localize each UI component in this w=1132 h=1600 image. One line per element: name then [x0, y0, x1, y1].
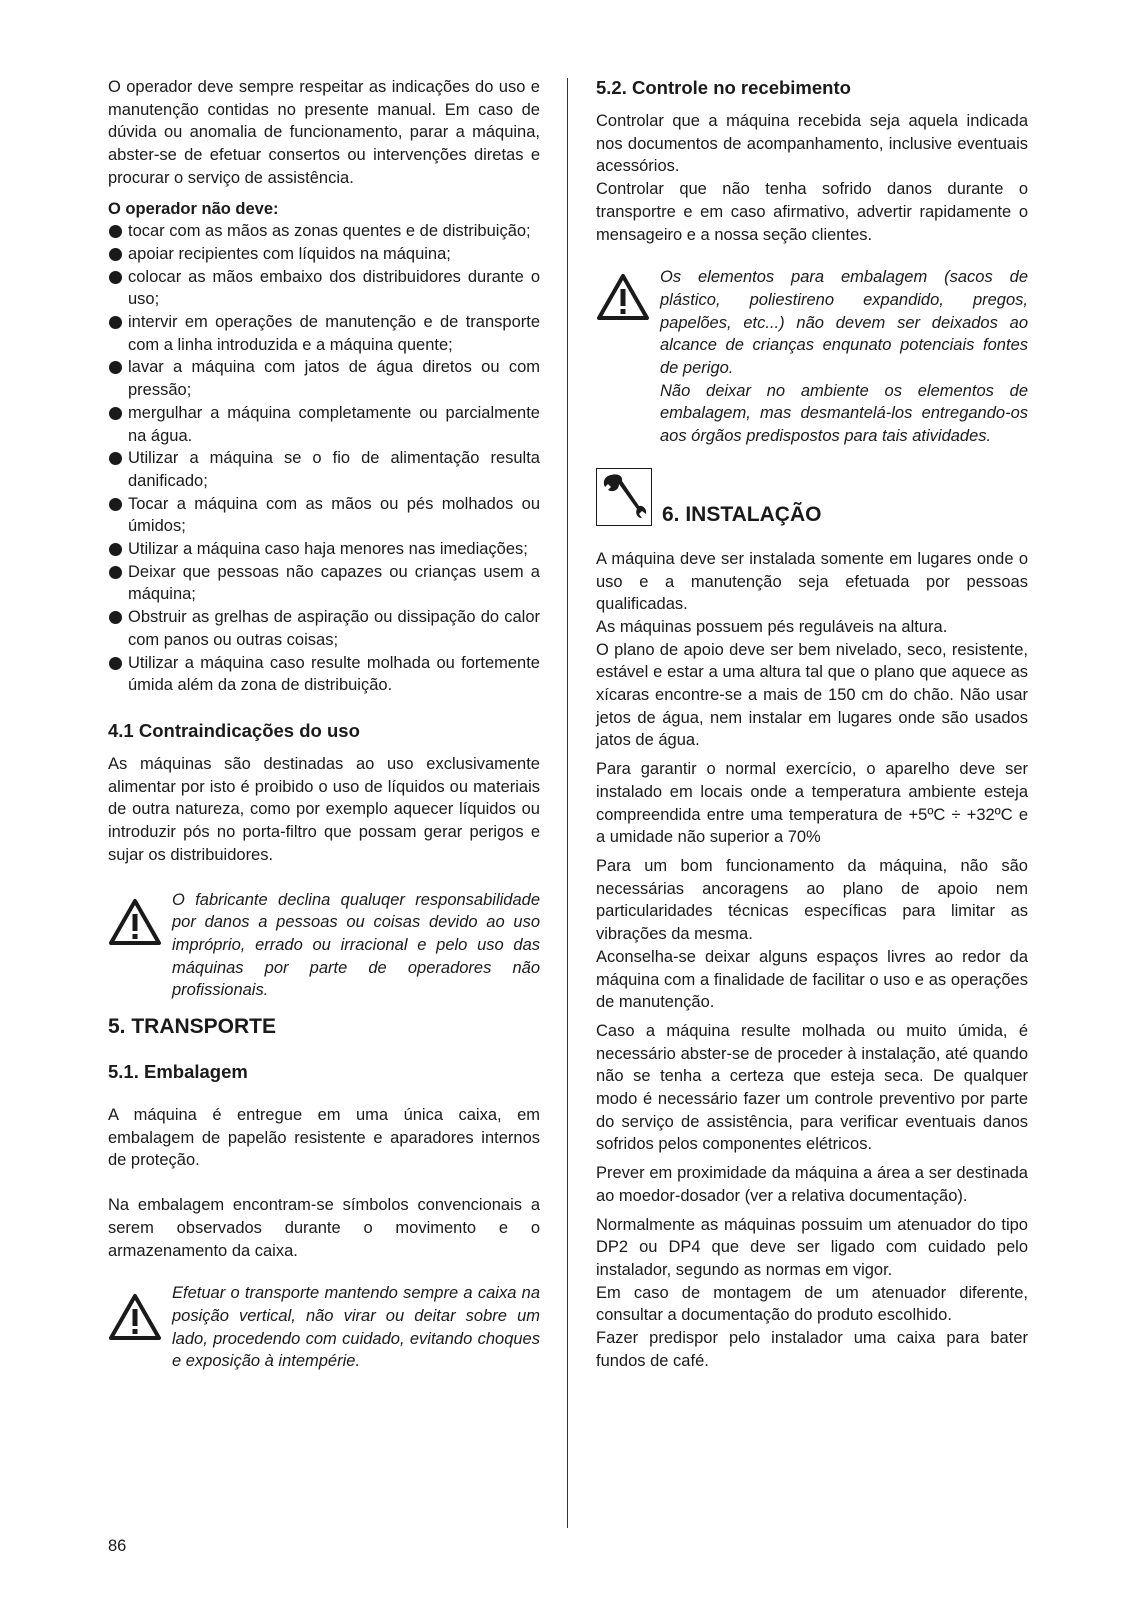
intro-paragraph: O operador deve sempre respeitar as indicações do uso e manutenção contidas no presente manual. Em caso de dúvida ou anomalia de funcionamento, parar a máquina, abster-se de efetuar consertos ou intervenções diretas e procurar o serviço de assistência. — [108, 78, 540, 187]
installation-paragraph: A máquina deve ser instalada somente em lugares onde o uso e a manutenção seja efetuada por pessoas qualificadas. — [596, 549, 1028, 614]
installation-paragraph: Prever em proximidade da máquina a área a ser destinada ao moedor-dosador (ver a relativa documentação). — [596, 1164, 1028, 1205]
bullet-icon — [109, 271, 122, 284]
transport-heading: 5. TRANSPORTE — [108, 1015, 277, 1039]
contraindications-heading: 4.1 Contraindicações do uso — [108, 719, 360, 741]
installation-paragraph: O plano de apoio deve ser bem nivelado, seco, resistente, estável e estar a uma altura tal que o plano que aquece as xícaras encontre-se a mais de 150 cm do chão. Não usar jetos de água, nem instalar em lugares onde são usados jatos de água. — [596, 640, 1028, 750]
list-item: lavar a máquina com jatos de água diretos ou com pressão; — [108, 356, 540, 401]
bullet-icon — [109, 498, 122, 511]
bullet-icon — [109, 407, 122, 420]
packaging-warning — [596, 266, 1028, 448]
warning-text: Não deixar no ambiente os elementos de embalagem, mas desmantelá-los entregando-os aos órgãos predispostos para tais atividades. — [660, 381, 1028, 446]
list-item: Utilizar a máquina caso resulte molhada ou fortemente úmida além da zona de distribuição. — [108, 652, 540, 697]
warning-triangle-icon — [108, 897, 162, 947]
packaging-symbols-paragraph: Na embalagem encontram-se símbolos convencionais a serem observados durante o movimento e o armazenamento da caixa. — [108, 1196, 540, 1260]
installation-paragraph: Normalmente as máquinas possuim um atenuador do tipo DP2 ou DP4 que deve ser ligado com cuidado pelo instalador, segundo as normas em vigor. — [596, 1215, 1028, 1279]
warning-text: O fabricante declina qualuqer responsabilidade por danos a pessoas ou coisas devido ao uso impróprio, errado ou irracional e pelo uso das máquinas por parte de operadores não profissionais. — [172, 890, 540, 1000]
page-number: 86 — [108, 1537, 127, 1555]
receipt-heading: 5.2. Controle no recebimento — [596, 77, 851, 98]
list-item: Utilizar a máquina caso haja menores nas imediações; — [108, 538, 540, 561]
list-item: Tocar a máquina com as mãos ou pés molhados ou úmidos; — [108, 493, 540, 538]
installation-paragraph: Caso a máquina resulte molhada ou muito úmida, é necessário abster-se de proceder à instalação, até quando não se tenha a certeza que esteja seca. De qualquer modo é necessário fazer um controle preventivo por parte do serviço de assistência, para verificar eventuais danos sofridos pelos componentes elétricos. — [596, 1021, 1028, 1154]
bullet-icon — [109, 543, 122, 556]
must-not-list — [108, 220, 540, 697]
list-item: Obstruir as grelhas de aspiração ou dissipação do calor com panos ou outras coisas; — [108, 606, 540, 651]
list-item: colocar as mãos embaixo dos distribuidores durante o uso; — [108, 266, 540, 311]
bullet-icon — [109, 225, 122, 238]
manufacturer-warning — [108, 889, 540, 1003]
installation-paragraph: Fazer predispor pelo instalador uma caixa para bater fundos de café. — [596, 1329, 1028, 1370]
list-item: tocar com as mãos as zonas quentes e de distribuição; — [108, 220, 540, 243]
list-item: Utilizar a máquina se o fio de alimentação resulta danificado; — [108, 447, 540, 492]
warning-text: Efetuar o transporte mantendo sempre a caixa na posição vertical, não virar ou deitar sobre um lado, procedendo com cuidado, evitando choques e exposição à intempérie. — [172, 1284, 540, 1371]
installation-paragraph: Para um bom funcionamento da máquina, não são necessárias ancoragens ao plano de apoio nem particularidades técnicas específicas para limitar as vibrações da mesma. — [596, 856, 1028, 944]
warning-triangle-icon — [108, 1292, 162, 1342]
receipt-damage-paragraph: Controlar que não tenha sofrido danos durante o transportre e em caso afirmativo, advertir rapidamente o mensageiro e a nossa seção clientes. — [596, 180, 1028, 244]
warning-triangle-icon — [596, 272, 650, 322]
bullet-icon — [109, 248, 122, 261]
bullet-icon — [109, 452, 122, 465]
installation-paragraph: Aconselha-se deixar alguns espaços livres ao redor da máquina com a finalidade de facilitar o uso e as operações de manutenção. — [596, 947, 1028, 1012]
column-divider — [567, 78, 568, 1528]
bullet-icon — [109, 316, 122, 329]
list-item: apoiar recipientes com líquidos na máquina; — [108, 243, 540, 266]
contraindications-paragraph: As máquinas são destinadas ao uso exclusivamente alimentar por isto é proibido o uso de líquidos ou materiais de outra natureza, como por exemplo aquecer líquidos ou introduzir pós no porta-filtro que possam gerar perigos e sujar os distribuidores. — [108, 754, 540, 864]
receipt-paragraph: Controlar que a máquina recebida seja aquela indicada nos documentos de acompanhamento, inclusive eventuais acessórios. — [596, 112, 1028, 176]
installation-paragraph: Em caso de montagem de um atenuador diferente, consultar a documentação do produto escolhido. — [596, 1283, 1028, 1325]
wrench-icon — [596, 468, 652, 526]
bullet-icon — [109, 611, 122, 624]
bullet-icon — [109, 657, 122, 670]
packaging-paragraph: A máquina é entregue em uma única caixa, em embalagem de papelão resistente e aparadores internos de proteção. — [108, 1106, 540, 1170]
installation-header — [596, 468, 1028, 528]
list-item: Deixar que pessoas não capazes ou crianças usem a máquina; — [108, 561, 540, 606]
installation-paragraph: Para garantir o normal exercício, o aparelho deve ser instalado em locais onde a temperatura ambiente esteja compreendida entre uma temperatura de +5ºC ÷ +32ºC e a umidade não superior a 70% — [596, 760, 1028, 847]
list-item: intervir em operações de manutenção e de transporte com a linha introduzida e a máquina quente; — [108, 311, 540, 356]
right-column — [596, 76, 1028, 1372]
warning-text: Os elementos para embalagem (sacos de plástico, poliestireno expandido, pregos, papelões, etc...) não devem ser deixados ao alcance de crianças enqunato potenciais fontes de perigo. — [660, 268, 1028, 378]
packaging-heading: 5.1. Embalagem — [108, 1061, 248, 1083]
bullet-icon — [109, 566, 122, 579]
list-item: mergulhar a máquina completamente ou parcialmente na água. — [108, 402, 540, 447]
bullet-icon — [109, 361, 122, 374]
transport-warning — [108, 1282, 540, 1373]
installation-heading: 6. INSTALAÇÃO — [662, 502, 822, 526]
installation-paragraph: As máquinas possuem pés reguláveis na altura. — [596, 617, 948, 636]
must-not-heading: O operador não deve: — [108, 199, 279, 218]
left-column — [108, 76, 540, 1373]
